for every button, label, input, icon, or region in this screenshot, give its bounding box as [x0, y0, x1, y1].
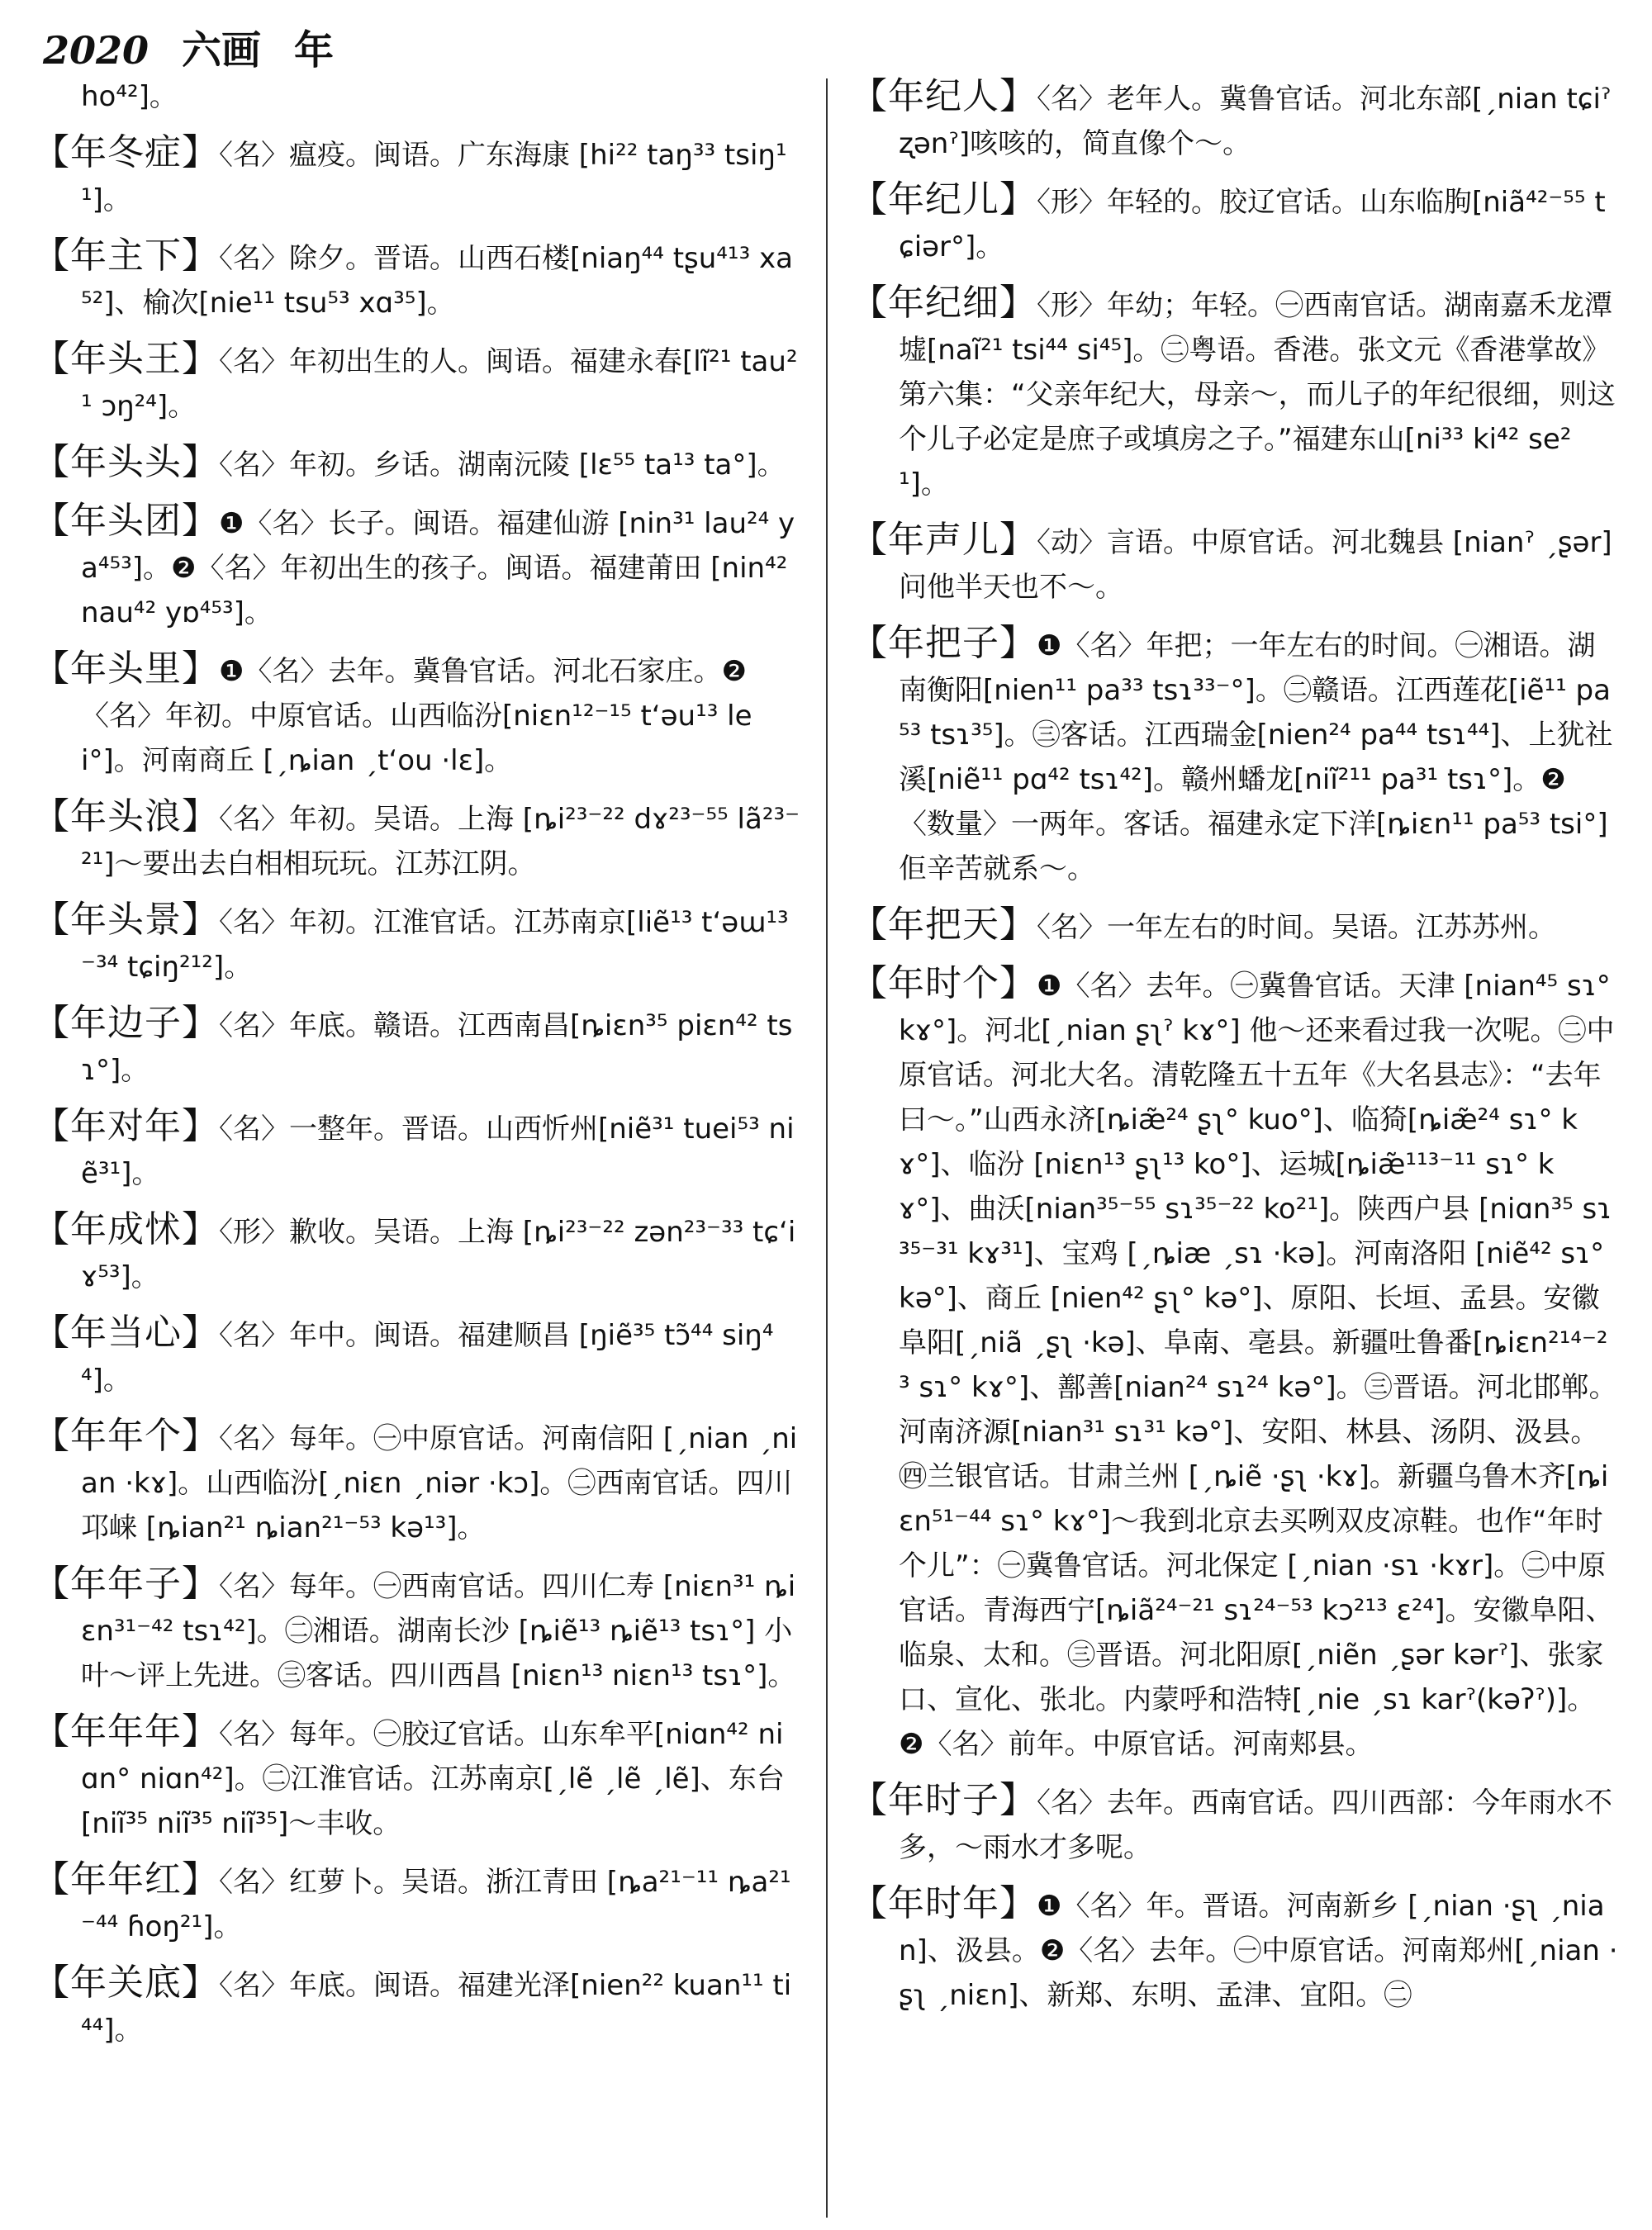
entry-definition: ❶〈名〉去年。冀鲁官话。河北石家庄。❷〈名〉年初。中原官话。山西临汾[niɛn¹²⁻¹⁵ tʻəu¹³ lei°]。河南商丘 [ˏȵian ˏtʻou ·lɛ]。 — [81, 655, 752, 777]
dictionary-entry — [33, 1710, 801, 1846]
entry-definition: 〈名〉一年左右的时间。吴语。江苏苏州。 — [1037, 911, 1556, 944]
entry-definition: ❶〈名〉年把；一年左右的时间。㊀湘语。湖南衡阳[nien¹¹ pa³³ tsɿ³³⁻°]。㊁赣语。江西莲花[iẽ¹¹ pa⁵³ tsɿ³⁵]。㊂客话。江西瑞金[nien²⁴ pa⁴⁴ tsɿ⁴⁴]、上犹社溪[niẽ¹¹ pɑ⁴² tsɿ⁴²]。赣州蟠龙[niĩ²¹¹ pa³¹ tsɿ°]。❷〈数量〉一两年。客话。福建永定下洋[ȵiɛn¹¹ pa⁵³ tsi°]佢辛苦就系～。 — [899, 629, 1613, 885]
dictionary-entry — [851, 178, 1619, 269]
right-column — [851, 74, 1619, 2029]
dictionary-entry — [33, 337, 801, 429]
entry-definition: 〈名〉去年。西南官话。四川西部：今年雨水不多，～雨水才多呢。 — [899, 1786, 1612, 1864]
entry-definition: 〈形〉年幼；年轻。㊀西南官话。湖南嘉禾龙潭墟[naĩ²¹ tsi⁴⁴ si⁴⁵]。㊁粤语。香港。张文元《香港掌故》第六集：“父亲年纪大，母亲～，而儿子的年纪很细，则这个儿子必定是庶子或填房之子。”福建东山[ni³³ ki⁴² se²¹]。 — [899, 289, 1616, 501]
entry-definition: 〈名〉每年。㊀西南官话。四川仁寿 [niɛn³¹ ȵiɛn³¹⁻⁴² tsɿ⁴²]。㊁湘语。湖南长沙 [ȵiẽ¹³ ȵiẽ¹³ tsɿ°] 小叶～评上先进。㊂客话。四川西昌 [niɛn¹³ niɛn¹³ tsɿ°]。 — [81, 1570, 796, 1692]
entry-headword: 【年主下】 — [33, 235, 219, 277]
entry-definition: 〈名〉每年。㊀中原官话。河南信阳 [ˏnian ˏnian ·kɤ]。山西临汾[ˏniɛn ˏniər ·kɔ]。㊁西南官话。四川邛崃 [ȵian²¹ ȵian²¹⁻⁵³ kə¹³]。 — [81, 1422, 798, 1544]
dictionary-entry — [33, 1562, 801, 1698]
entry-headword: 【年时子】 — [851, 1779, 1037, 1821]
entry-headword: 【年当心】 — [33, 1312, 219, 1354]
entry-headword: 【年纪细】 — [851, 282, 1037, 324]
dictionary-entry — [851, 74, 1619, 166]
entry-definition: 〈形〉年轻的。胶辽官话。山东临朐[niã⁴²⁻⁵⁵ tɕiər°]。 — [899, 186, 1606, 263]
entry-definition: 〈名〉老年人。冀鲁官话。河北东部[ˏnian tɕiˀ ʐənˀ]咳咳的，简直像个～。 — [899, 83, 1612, 160]
entry-headword: 【年头里】 — [33, 648, 219, 690]
entry-headword: 【年成怵】 — [33, 1208, 219, 1250]
entry-definition: 〈形〉歉收。吴语。上海 [ȵi²³⁻²² zən²³⁻³³ tɕʻiɤ⁵³]。 — [81, 1216, 796, 1293]
entry-headword: 【年冬症】 — [33, 131, 219, 173]
dictionary-entry — [33, 1414, 801, 1550]
entry-headword: 【年头景】 — [33, 899, 219, 941]
dictionary-entry — [33, 1311, 801, 1402]
dictionary-entry — [33, 1001, 801, 1093]
dictionary-entry — [851, 961, 1619, 1767]
entry-definition: 〈名〉年底。闽语。福建光泽[nien²² kuan¹¹ ti⁴⁴]。 — [81, 1969, 792, 2047]
head-character: 年 — [294, 27, 335, 74]
entry-headword: 【年年年】 — [33, 1710, 219, 1753]
dictionary-entry — [33, 234, 801, 325]
entry-definition: 〈名〉年中。闽语。福建顺昌 [ŋiẽ³⁵ tɔ̃⁴⁴ siŋ⁴⁴]。 — [81, 1319, 774, 1397]
entry-headword: 【年把子】 — [851, 622, 1037, 664]
entry-definition: 〈名〉年底。赣语。江西南昌[ȵiɛn³⁵ piɛn⁴² tsɿ°]。 — [81, 1009, 793, 1087]
entry-definition: 〈名〉除夕。晋语。山西石楼[niaŋ⁴⁴ tʂu⁴¹³ xa⁵²]、榆次[nie¹¹ tsu⁵³ xɑ³⁵]。 — [81, 242, 793, 320]
dictionary-entry — [33, 130, 801, 222]
dictionary-entry — [851, 1881, 1619, 2018]
entry-headword: 【年关底】 — [33, 1962, 219, 2004]
entry-definition: 〈名〉一整年。晋语。山西忻州[niẽ³¹ tuei⁵³ niẽ³¹]。 — [81, 1113, 795, 1190]
entry-headword: 【年时个】 — [851, 962, 1037, 1004]
entry-definition: 〈动〉言语。中原官话。河北魏县 [nianˀ ˏʂər] 问他半天也不～。 — [899, 526, 1612, 604]
entry-headword: 【年时年】 — [851, 1882, 1037, 1924]
entry-headword: 【年声儿】 — [851, 519, 1037, 561]
dictionary-entry — [33, 1858, 801, 1949]
entry-headword: 【年头王】 — [33, 338, 219, 380]
entry-headword: 【年头浪】 — [33, 795, 219, 837]
entry-definition: ❶〈名〉年。晋语。河南新乡 [ˏnian ·ʂʅ ˏnian]、汲县。❷〈名〉去年。㊀中原官话。河南郑州[ˏnian ·ʂʅ ˏniɛn]、新郑、东明、孟津、宜阳。㊁ — [899, 1890, 1618, 2012]
entry-headword: 【年年红】 — [33, 1858, 219, 1900]
dictionary-entry — [851, 903, 1619, 950]
entry-definition: ❶〈名〉长子。闽语。福建仙游 [nin³¹ lau²⁴ ya⁴⁵³]。❷〈名〉年初出生的孩子。闽语。福建莆田 [nin⁴² nau⁴² yɒ⁴⁵³]。 — [81, 507, 795, 629]
entry-headword: 【年边子】 — [33, 1002, 219, 1044]
dictionary-entry — [33, 795, 801, 886]
entry-definition: ho⁴²]。 — [81, 80, 178, 113]
left-column — [33, 74, 801, 2064]
dictionary-entry — [851, 621, 1619, 891]
entry-definition: 〈名〉年初。江淮官话。江苏南京[liẽ¹³ tʻəɯ¹³⁻³⁴ tɕiŋ²¹²]。 — [81, 906, 789, 984]
dictionary-entry — [851, 518, 1619, 610]
entry-definition: 〈名〉红萝卜。吴语。浙江青田 [ȵa²¹⁻¹¹ ȵa²¹⁻⁴⁴ ɦoŋ²¹]。 — [81, 1866, 791, 1943]
dictionary-entry — [851, 281, 1619, 506]
dictionary-entry — [33, 440, 801, 487]
dictionary-entry — [33, 499, 801, 635]
entry-headword: 【年把天】 — [851, 904, 1037, 946]
entry-definition: 〈名〉年初出生的人。闽语。福建永春[lĩ²¹ tau²¹ ɔŋ²⁴]。 — [81, 345, 798, 423]
dictionary-entry — [851, 1778, 1619, 1870]
dictionary-entry — [33, 898, 801, 989]
stroke-section-label: 六画 — [182, 27, 262, 74]
entry-headword: 【年头头】 — [33, 441, 219, 483]
dictionary-entry — [33, 1104, 801, 1196]
dictionary-entry — [33, 1961, 801, 2052]
dictionary-entry — [33, 647, 801, 783]
entry-headword: 【年对年】 — [33, 1105, 219, 1147]
entry-headword: 【年头团】 — [33, 500, 219, 542]
entry-headword: 【年纪人】 — [851, 75, 1037, 117]
entry-headword: 【年年个】 — [33, 1415, 219, 1457]
entry-definition: 〈名〉年初。吴语。上海 [ȵi²³⁻²² dɤ²³⁻⁵⁵ lã²³⁻²¹]～要出去白相相玩玩。江苏江阴。 — [81, 803, 800, 880]
entry-definition: ❶〈名〉去年。㊀冀鲁官话。天津 [nian⁴⁵ sɿ° kɤ°]。河北[ˏnian ʂʅˀ kɤ°] 他～还来看过我一次呢。㊁中原官话。河北大名。清乾隆五十五年《大名县志》：“去年曰～。”山西永济[ȵiæ̃²⁴ ʂʅ° kuo°]、临猗[ȵiæ̃²⁴ sɿ° kɤ°]、临汾 [niɛn¹³ ʂʅ¹³ ko°]、运城[ȵiæ̃¹¹³⁻¹¹ sɿ° kɤ°]、曲沃[nian³⁵⁻⁵⁵ sɿ³⁵⁻²² ko²¹]。陕西户县 [niɑn³⁵ sɿ³⁵⁻³¹ kɤ³¹]、宝鸡 [ˏȵiæ ˏsɿ ·kə]。河南洛阳 [niẽ⁴² sɿ° kə°]、商丘 [nien⁴² ʂʅ° kə°]、原阳、长垣、孟县。安徽阜阳[ˏniã ˏʂʅ ·kə]、阜南、亳县。新疆吐鲁番[ȵiɛn²¹⁴⁻²³ sɿ° kɤ°]、鄯善[nian²⁴ sɿ²⁴ kə°]。㊂晋语。河北邯郸。河南济源[nian³¹ sɿ³¹ kə°]、安阳、林县、汤阴、汲县。㊃兰银官话。甘肃兰州 [ˏȵiẽ ·ʂʅ ·kɤ]。新疆乌鲁木齐[ȵiɛn⁵¹⁻⁴⁴ sɿ° kɤ°]～我到北京去买咧双皮凉鞋。也作“年时个儿”：㊀冀鲁官话。河北保定 [ˏnian ·sɿ ·kɤr]。㊁中原官话。青海西宁[ȵiã²⁴⁻²¹ sɿ²⁴⁻⁵³ kɔ²¹³ ɛ²⁴]。安徽阜阳、临泉、太和。㊂晋语。河北阳原[ˏniẽn ˏʂər kərˀ]、张家口、宣化、张北。内蒙呼和浩特[ˏnie ˏsɿ karˀ(kəʔˀ)]。❷〈名〉前年。中原官话。河南郏县。 — [899, 970, 1617, 1761]
entry-definition: 〈名〉年初。乡话。湖南沅陵 [lɛ⁵⁵ ta¹³ ta°]。 — [219, 448, 786, 482]
entry-headword: 【年纪儿】 — [851, 178, 1037, 221]
entry-definition: 〈名〉每年。㊀胶辽官话。山东牟平[niɑn⁴² niɑn° niɑn⁴²]。㊁江淮官话。江苏南京[ˏlẽ ˏlẽ ˏlẽ]、东台[niĩ³⁵ niĩ³⁵ niĩ³⁵]～丰收。 — [81, 1718, 785, 1840]
column-divider — [826, 78, 828, 2218]
dictionary-entry — [33, 74, 801, 119]
page-header — [43, 18, 334, 76]
page-number: 2020 — [43, 28, 150, 73]
entry-definition: 〈名〉瘟疫。闽语。广东海康 [hi²² taŋ³³ tsiŋ¹¹]。 — [81, 139, 787, 216]
entry-headword: 【年年子】 — [33, 1563, 219, 1605]
dictionary-entry — [33, 1208, 801, 1299]
